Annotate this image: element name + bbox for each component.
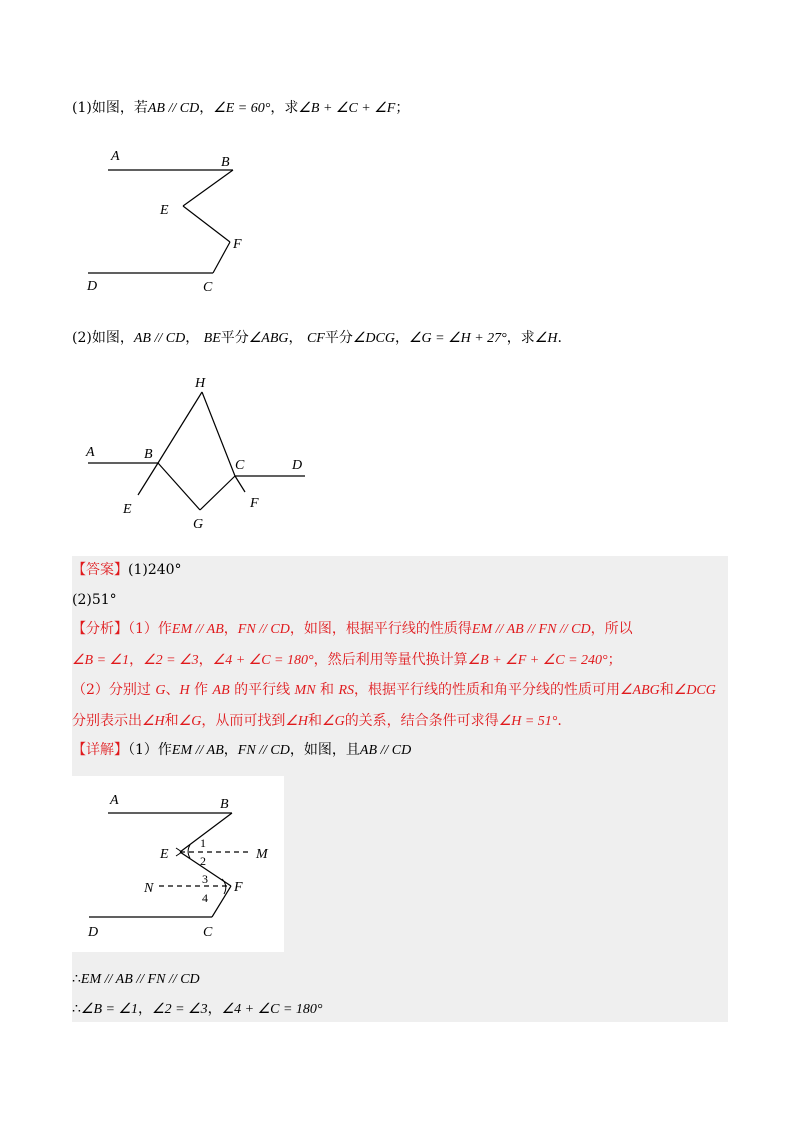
- label-F: F: [250, 496, 259, 511]
- analysis-line-1: 【分析】（1）作EM // AB，FN // CD，如图，根据平行线的性质得EM // AB // FN // CD，所以: [72, 621, 633, 637]
- analysis-line-2: ∠B = ∠1，∠2 = ∠3，∠4 + ∠C = 180°，然后利用等量代换计算∠B + ∠F + ∠C = 240°；: [72, 652, 622, 668]
- label-A: A: [110, 793, 119, 808]
- figure-3: [72, 776, 284, 952]
- problem-1-text: (1)如图，若AB // CD，∠E = 60°，求∠B + ∠C + ∠F；: [72, 100, 410, 116]
- label-M: M: [256, 847, 268, 862]
- label-B: B: [144, 447, 153, 462]
- label-3: 3: [202, 872, 208, 886]
- label-D: D: [88, 925, 99, 940]
- label-F: F: [234, 880, 243, 895]
- label-E: E: [160, 847, 169, 862]
- label-2: 2: [200, 854, 206, 868]
- analysis-line-3: （2）分别过 G、H 作 AB 的平行线 MN 和 RS，根据平行线的性质和角平分线的性质可用∠ABG和∠DCG: [72, 682, 716, 698]
- answer-line-1: 【答案】(1)240°: [72, 562, 182, 578]
- label-E: E: [160, 203, 169, 218]
- label-C: C: [235, 458, 245, 473]
- label-1: 1: [200, 836, 206, 850]
- label-H: H: [195, 376, 206, 391]
- label-A: A: [111, 149, 120, 164]
- label-B: B: [220, 797, 229, 812]
- label-A: A: [86, 445, 95, 460]
- analysis-line-4: 分别表示出∠H和∠G，从而可找到∠H和∠G的关系，结合条件可求得∠H = 51°.: [72, 713, 562, 729]
- label-G: G: [193, 517, 204, 532]
- label-E: E: [123, 502, 132, 517]
- figure-1: [80, 140, 260, 300]
- problem-2-text: (2)如图，AB // CD， BE平分∠ABG， CF平分∠DCG，∠G = ∠H + 27°，求∠H.: [72, 330, 562, 346]
- conclusion-line-1: ∴EM // AB // FN // CD: [72, 971, 200, 987]
- figure-2: [80, 370, 320, 535]
- label-C: C: [203, 280, 213, 295]
- label-F: F: [233, 237, 242, 252]
- label-N: N: [144, 881, 154, 896]
- label-B: B: [221, 155, 230, 170]
- label-C: C: [203, 925, 213, 940]
- conclusion-line-2: ∴∠B = ∠1，∠2 = ∠3，∠4 + ∠C = 180°: [72, 1001, 323, 1017]
- answer-line-2: (2)51°: [72, 592, 117, 608]
- label-D: D: [87, 279, 98, 294]
- label-D: D: [292, 458, 303, 473]
- label-4: 4: [202, 891, 208, 905]
- detail-line-1: 【详解】（1）作EM // AB，FN // CD，如图，且AB // CD: [72, 742, 412, 758]
